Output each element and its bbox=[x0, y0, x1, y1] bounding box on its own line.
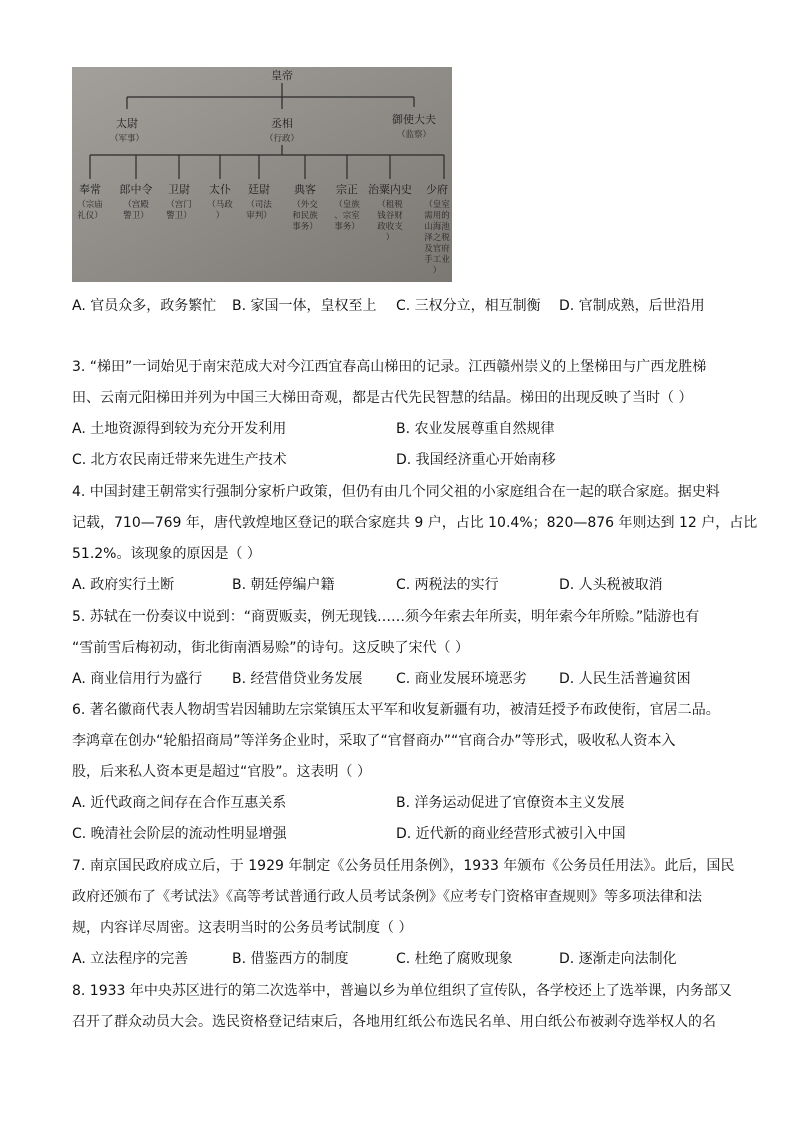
q7-option-a: A. 立法程序的完善 bbox=[72, 951, 189, 967]
minister-5-duty: （外交和民族事务） bbox=[292, 200, 318, 232]
minister-8-name: 少府 bbox=[426, 183, 448, 196]
q3-option-b: B. 农业发展尊重自然规律 bbox=[396, 421, 555, 437]
minister-7-name: 治粟内史 bbox=[368, 183, 412, 196]
q5-option-d: D. 人民生活普遍贫困 bbox=[559, 671, 691, 687]
node-taiwei: 太尉 bbox=[116, 117, 138, 130]
minister-0-duty: （宗庙礼仪） bbox=[77, 200, 103, 221]
minister-5-name: 典客 bbox=[294, 183, 316, 196]
q2-option-b: B. 家国一体，皇权至上 bbox=[232, 298, 377, 314]
q7-option-c: C. 杜绝了腐败现象 bbox=[396, 951, 513, 967]
q4-option-b: B. 朝廷停编户籍 bbox=[232, 577, 335, 593]
q4-line-1: 4. 中国封建王朝常实行强制分家析户政策，但仍有由几个同父祖的小家庭组合在一起的联合家庭。据史料 bbox=[72, 484, 720, 500]
minister-2-duty: （宫门警卫） bbox=[166, 200, 192, 221]
q5-option-b: B. 经营借贷业务发展 bbox=[232, 671, 363, 687]
minister-2-name: 卫尉 bbox=[168, 183, 190, 196]
node-chengxiang: 丞相 bbox=[271, 117, 293, 130]
node-chengxiang-duty: （行政） bbox=[264, 134, 300, 144]
q3-line-2: 田、云南元阳梯田并列为中国三大梯田奇观，都是古代先民智慧的结晶。梯田的出现反映了当时（ ） bbox=[72, 390, 693, 406]
q3-option-d: D. 我国经济重心开始南移 bbox=[396, 452, 556, 468]
q4-option-a: A. 政府实行土断 bbox=[72, 577, 175, 593]
diagram-svg bbox=[72, 67, 452, 282]
minister-0-name: 奉常 bbox=[79, 183, 101, 196]
q6-option-d: D. 近代新的商业经营形式被引入中国 bbox=[396, 826, 626, 842]
minister-3-duty: （马政） bbox=[207, 200, 233, 221]
q5-line-2: “雪前雪后梅初动，街北街南酒易赊”的诗句。这反映了宋代（ ） bbox=[72, 640, 469, 656]
photo-background bbox=[72, 67, 452, 282]
minister-7-duty: （租税钱谷财政收支） bbox=[377, 200, 403, 243]
q8-line-2: 召开了群众动员大会。选民资格登记结束后，各地用红纸公布选民名单、用白纸公布被剥夺选举权人的名 bbox=[72, 1014, 716, 1030]
q4-option-d: D. 人头税被取消 bbox=[559, 577, 663, 593]
node-taiwei-duty: （军事） bbox=[109, 134, 145, 144]
q3-line-1: 3. “梯田”一词始见于南宋范成大对今江西宜春高山梯田的记录。江西赣州崇义的上堡梯田与广西龙胜梯 bbox=[72, 359, 707, 375]
q2-option-c: C. 三权分立，相互制衡 bbox=[396, 298, 541, 314]
node-emperor: 皇帝 bbox=[271, 69, 293, 82]
q2-option-d: D. 官制成熟，后世沿用 bbox=[559, 298, 705, 314]
q4-option-c: C. 两税法的实行 bbox=[396, 577, 499, 593]
minister-6-name: 宗正 bbox=[336, 183, 358, 196]
minister-4-duty: （司法审判） bbox=[246, 200, 272, 221]
minister-8-duty: （皇室需用的山海池泽之税及官府手工业） bbox=[424, 200, 450, 276]
q7-line-1: 7. 南京国民政府成立后，于 1929 年制定《公务员任用条例》，1933 年颁布《公务员任用法》。此后，国民 bbox=[72, 858, 735, 874]
q3-option-a: A. 土地资源得到较为充分开发利用 bbox=[72, 421, 287, 437]
q5-option-a: A. 商业信用行为盛行 bbox=[72, 671, 203, 687]
minister-1-name: 郎中令 bbox=[119, 183, 153, 196]
q3-option-c: C. 北方农民南迁带来先进生产技术 bbox=[72, 452, 287, 468]
minister-4-name: 廷尉 bbox=[248, 183, 270, 196]
minister-3-name: 太仆 bbox=[209, 183, 231, 196]
q7-option-d: D. 逐渐走向法制化 bbox=[559, 951, 677, 967]
q7-line-2: 政府还颁布了《考试法》《高等考试普通行政人员考试条例》《应考专门资格审查规则》等多项法律和法 bbox=[72, 889, 702, 905]
government-structure-diagram bbox=[72, 67, 452, 282]
q6-line-3: 股，后来私人资本更是超过“官股”。这表明（ ） bbox=[72, 764, 371, 780]
q5-line-1: 5. 苏轼在一份奏议中说到：“商贾贩卖，例无现钱……须今年索去年所卖，明年索今年所赊。”陆游也有 bbox=[72, 609, 700, 625]
q4-line-2: 记载，710—769 年，唐代敦煌地区登记的联合家庭共 9 户，占比 10.4%；820—876 年则达到 12 户，占比 bbox=[72, 515, 758, 531]
q2-option-a: A. 官员众多，政务繁忙 bbox=[72, 298, 217, 314]
q6-option-a: A. 近代政商之间存在合作互惠关系 bbox=[72, 795, 287, 811]
q6-line-1: 6. 著名徽商代表人物胡雪岩因辅助左宗棠镇压太平军和收复新疆有功，被清廷授予布政使衔，官居二品。 bbox=[72, 702, 720, 718]
minister-1-duty: （宫殿警卫） bbox=[123, 200, 149, 221]
q7-line-3: 规，内容详尽周密。这表明当时的公务员考试制度（ ） bbox=[72, 920, 413, 936]
q5-option-c: C. 商业发展环境恶劣 bbox=[396, 671, 527, 687]
q4-line-3: 51.2%。该现象的原因是（ ） bbox=[72, 546, 261, 562]
q6-line-2: 李鸿章在创办“轮船招商局”等洋务企业时，采取了“官督商办”“官商合办”等形式，吸收私人资本入 bbox=[72, 733, 676, 749]
minister-6-duty: （皇族、宗室事务） bbox=[334, 200, 360, 232]
q7-option-b: B. 借鉴西方的制度 bbox=[232, 951, 349, 967]
node-yushidafu-duty: （监察） bbox=[396, 130, 432, 140]
q8-line-1: 8. 1933 年中央苏区进行的第二次选举中，普遍以乡为单位组织了宣传队，各学校还上了选举课，内务部又 bbox=[72, 983, 732, 999]
q6-option-b: B. 洋务运动促进了官僚资本主义发展 bbox=[396, 795, 625, 811]
q6-option-c: C. 晚清社会阶层的流动性明显增强 bbox=[72, 826, 287, 842]
node-yushidafu: 御使大夫 bbox=[392, 113, 436, 126]
